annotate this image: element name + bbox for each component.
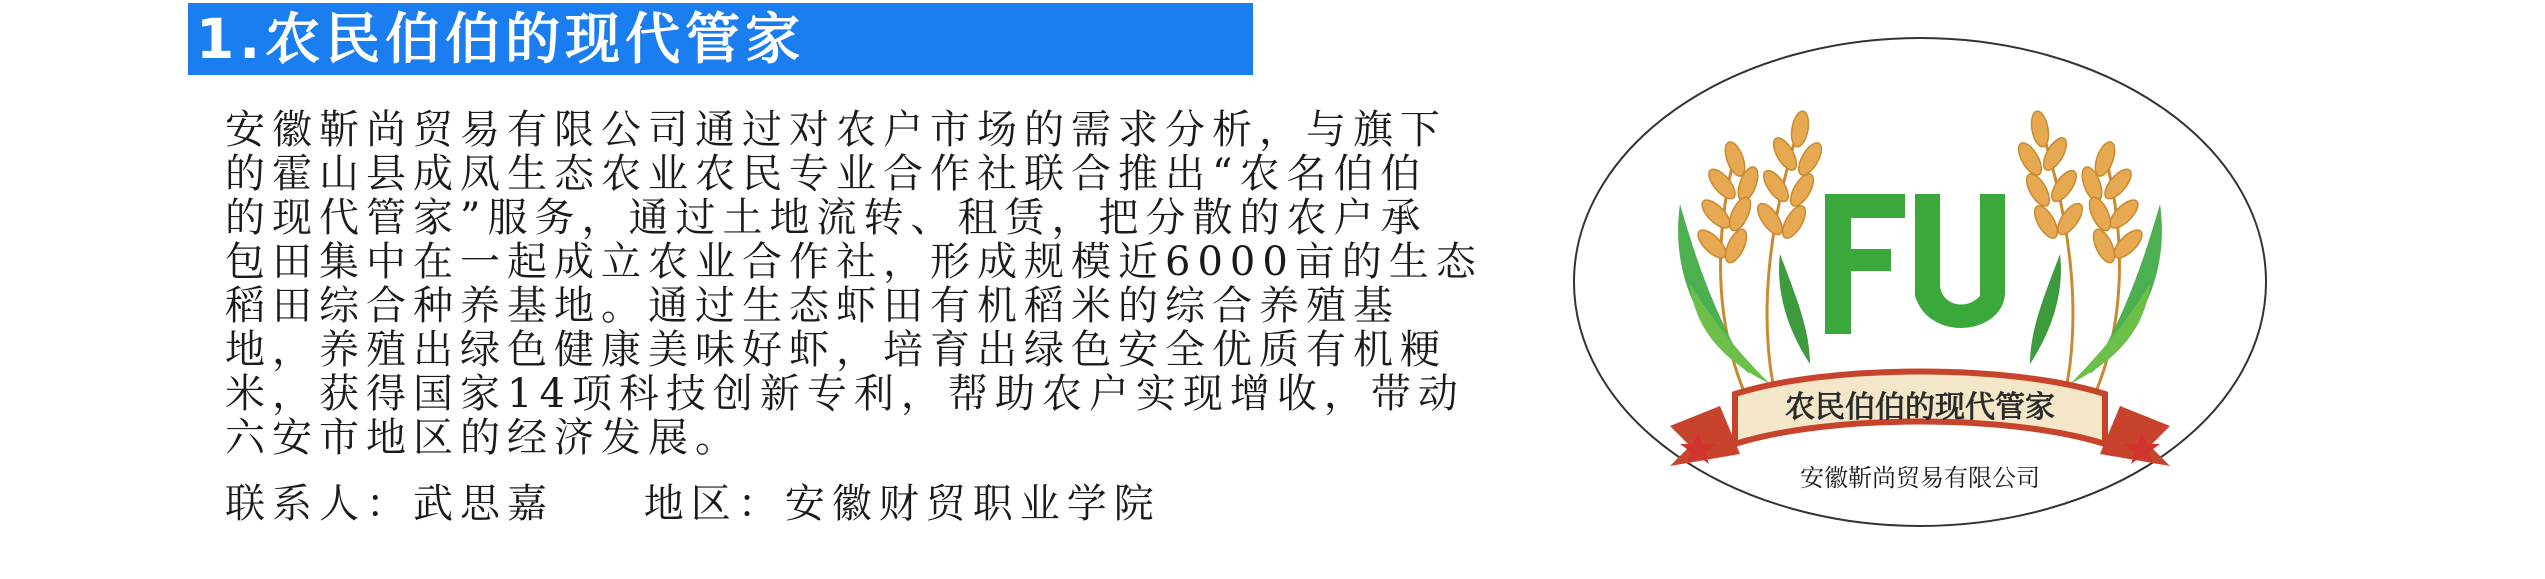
paragraph-line: 包田集中在一起成立农业合作社，形成规模近6000亩的生态	[225, 239, 1483, 285]
ribbon-text: 农民伯伯的现代管家	[1785, 391, 2055, 424]
contact-line	[225, 482, 1161, 526]
paragraph-line: 安徽靳尚贸易有限公司通过对农户市场的需求分析，与旗下	[225, 107, 1447, 153]
description-paragraph	[225, 108, 1565, 460]
paragraph-line: 六安市地区的经济发展。	[225, 415, 742, 461]
paragraph-line: 的现代管家”服务，通过土地流转、租赁，把分散的农户承	[225, 195, 1428, 241]
region-value: 安徽财贸职业学院	[784, 481, 1161, 527]
contact-person-label: 联系人：	[225, 481, 413, 527]
paragraph-line: 稻田综合种养基地。通过生态虾田有机稻米的综合养殖基	[225, 283, 1400, 329]
region-label: 地区：	[643, 481, 785, 527]
logo-company-name: 安徽靳尚贸易有限公司	[1800, 465, 2040, 492]
contact-person: 武思嘉	[413, 481, 554, 527]
paragraph-line: 米，获得国家14项科技创新专利，帮助农户实现增收，带动	[225, 371, 1465, 417]
section-title: 1.农民伯伯的现代管家	[196, 7, 806, 71]
paragraph-line: 地，养殖出绿色健康美味好虾，培育出绿色安全优质有机粳	[225, 327, 1447, 373]
title-bar	[188, 3, 1253, 75]
company-logo	[1570, 34, 2270, 530]
paragraph-line: 的霍山县成凤生态农业农民专业合作社联合推出“农名伯伯	[225, 151, 1428, 197]
